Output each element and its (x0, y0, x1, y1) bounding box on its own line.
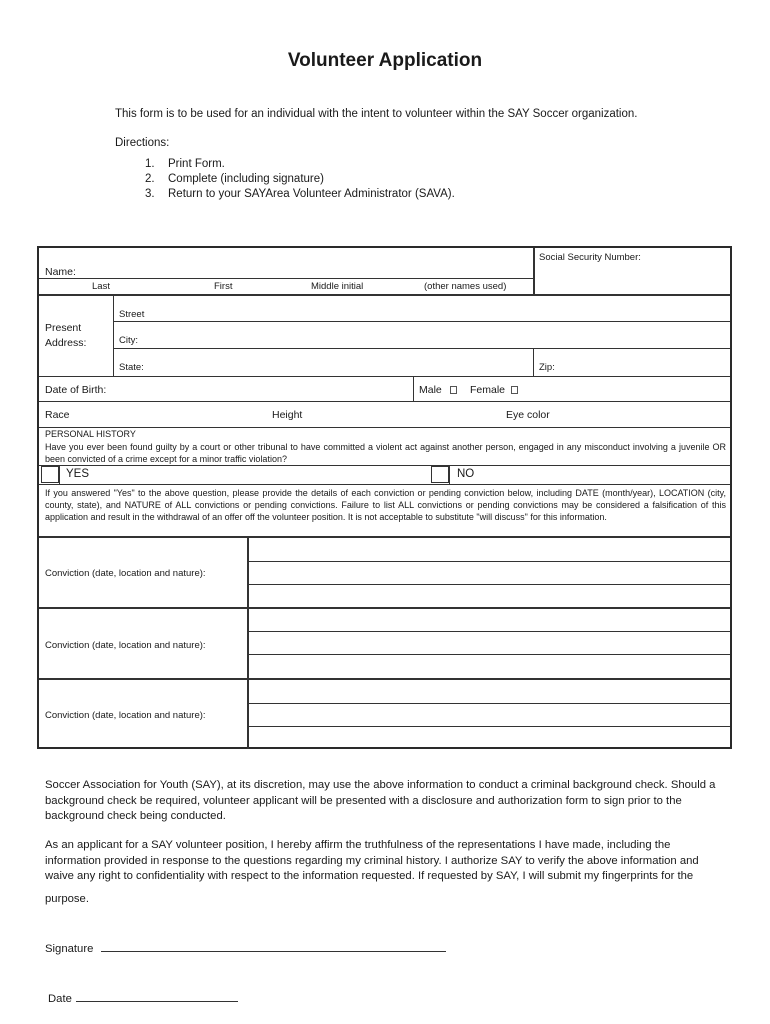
eye-color-field[interactable] (559, 404, 729, 424)
signature-line[interactable] (101, 940, 446, 952)
divider (39, 484, 730, 485)
city-label: City: (119, 335, 138, 346)
divider (113, 348, 730, 349)
no-checkbox[interactable] (431, 466, 449, 483)
divider (113, 321, 730, 322)
signature-label: Signature (45, 943, 94, 955)
female-label: Female (470, 384, 506, 396)
conviction-line-2b[interactable] (250, 632, 730, 654)
date-line[interactable] (76, 990, 238, 1002)
conviction-line-2a[interactable] (250, 609, 730, 631)
name-first-label: First (214, 281, 233, 292)
divider (449, 465, 450, 484)
name-other-label: (other names used) (424, 281, 507, 292)
male-label: Male (419, 384, 442, 396)
directions-list (145, 157, 455, 202)
conviction-line-1a[interactable] (250, 538, 730, 561)
name-label: Name: (45, 266, 76, 278)
dob-field[interactable] (119, 378, 409, 400)
divider (533, 349, 534, 377)
city-field[interactable] (145, 326, 729, 346)
ssn-field[interactable] (537, 266, 730, 292)
name-middle-label: Middle initial (311, 281, 364, 292)
intro-text: This form is to be used for an individual with the intent to volunteer within the SAY Soccer organization. (115, 108, 638, 120)
name-field[interactable] (89, 256, 529, 278)
divider (39, 465, 730, 466)
height-label: Height (272, 409, 303, 421)
address-label-address: Address: (45, 337, 87, 349)
street-label: Street (119, 309, 145, 320)
street-field[interactable] (159, 304, 729, 320)
yes-label: YES (66, 468, 90, 480)
address-label-present: Present (45, 322, 82, 334)
male-checkbox[interactable] (450, 386, 457, 394)
race-label: Race (45, 409, 70, 421)
eye-color-label: Eye color (506, 409, 550, 421)
conviction-label-2: Conviction (date, location and nature): (45, 640, 206, 651)
direction-item: 1. Print Form. (145, 158, 225, 170)
divider (39, 427, 730, 428)
application-form (37, 246, 732, 749)
zip-field[interactable] (559, 352, 729, 374)
history-heading: PERSONAL HISTORY (45, 429, 136, 439)
height-field[interactable] (309, 404, 499, 424)
race-field[interactable] (73, 404, 263, 424)
state-label: State: (119, 362, 144, 373)
directions-label: Directions: (115, 137, 170, 149)
conviction-line-1c[interactable] (250, 585, 730, 607)
conviction-line-1b[interactable] (250, 562, 730, 584)
divider (39, 278, 533, 279)
affirmation-end: purpose. (45, 893, 89, 905)
divider (39, 294, 730, 296)
female-checkbox[interactable] (511, 386, 518, 394)
details-instructions: If you answered "Yes" to the above question, please provide the details of each conviction or pending conviction below, including DATE (month/year), LOCATION (city, county, state), and NATURE of ALL convictions or pending convictions. Failure to list ALL convictions or pending convictions may be considered a falsification of this application and result in the withdrawal of an offer off the volunteer position. It is not acceptable to substitute "will discuss" for this information. (45, 488, 726, 522)
divider (39, 376, 730, 377)
ssn-label: Social Security Number: (539, 252, 641, 263)
yes-checkbox[interactable] (41, 466, 59, 483)
name-last-label: Last (92, 281, 110, 292)
direction-item: 2. Complete (including signature) (145, 173, 324, 185)
conviction-line-3a[interactable] (250, 680, 730, 702)
conviction-label-1: Conviction (date, location and nature): (45, 568, 206, 579)
date-label: Date (48, 993, 72, 1005)
divider (59, 465, 60, 484)
no-label: NO (457, 468, 475, 480)
divider (533, 248, 535, 294)
signature-row (45, 940, 446, 955)
divider (413, 377, 414, 402)
direction-item: 3. Return to your SAYArea Volunteer Administrator (SAVA). (145, 188, 455, 200)
background-check-paragraph: Soccer Association for Youth (SAY), at its discretion, may use the above information to conduct a criminal background check. Should a background check be required, volunteer applicant will be presented with a disclosure and authorization form to sign prior to the background check being conducted. (45, 779, 716, 822)
history-question: Have you ever been found guilty by a court or other tribunal to have committed a violent act against another person, engaged in any misconduct involving a juvenile OR been convicted of a crime except for a minor traffic violation? (45, 442, 726, 464)
conviction-line-3b[interactable] (250, 704, 730, 726)
dob-label: Date of Birth: (45, 384, 107, 396)
zip-label: Zip: (539, 362, 555, 373)
affirmation-paragraph: As an applicant for a SAY volunteer position, I hereby affirm the truthfulness of the representations I have made, including the information provided in response to the questions regarding my criminal history. I authorize SAY to verify the above information and waive any right to confidentiality with respect to the information requested. If requested by SAY, I will submit my fingerprints for the (45, 839, 699, 882)
divider (39, 401, 730, 402)
conviction-line-2c[interactable] (250, 655, 730, 677)
date-row (48, 990, 238, 1005)
page-title: Volunteer Application (287, 50, 483, 71)
conviction-label-3: Conviction (date, location and nature): (45, 710, 206, 721)
divider (113, 295, 114, 377)
divider (247, 537, 249, 749)
state-field[interactable] (149, 352, 529, 374)
conviction-line-3c[interactable] (250, 727, 730, 747)
